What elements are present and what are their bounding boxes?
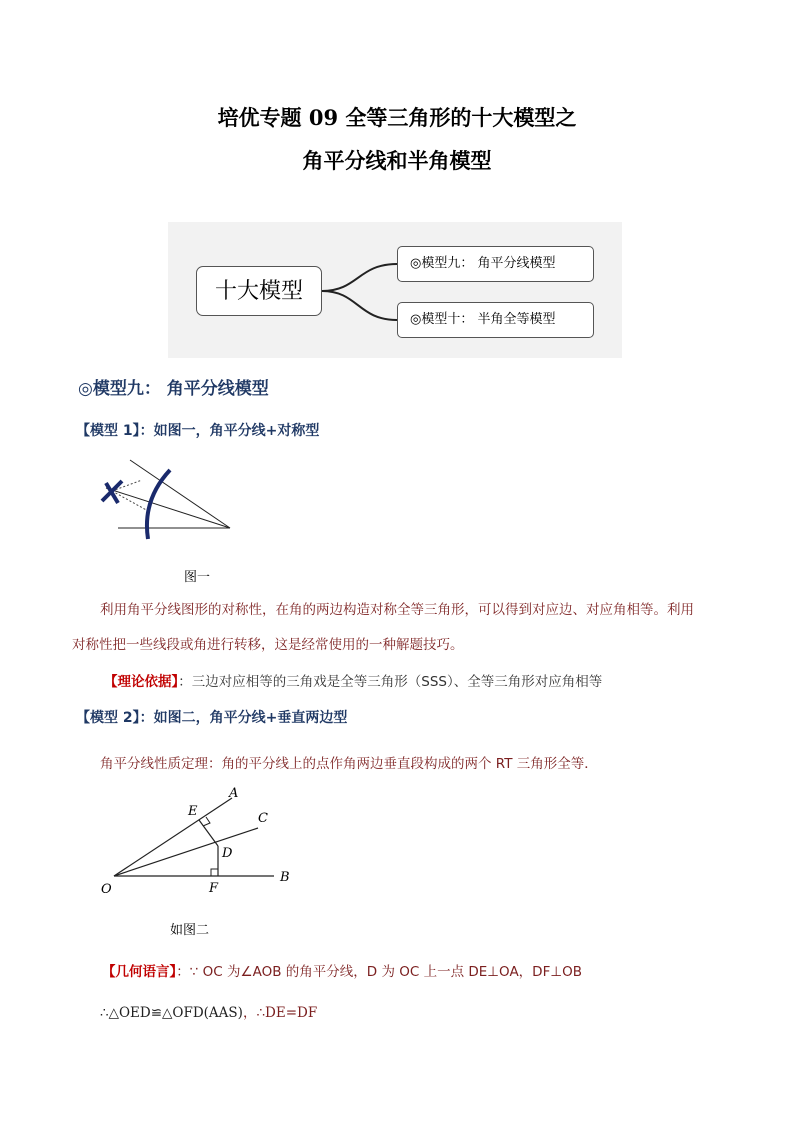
model-1-paragraph-line-2: 对称性把一些线段或角进行转移，这是经常使用的一种解题技巧。 — [72, 637, 464, 653]
point-label-b: B — [280, 870, 290, 885]
title-line-1: 培优专题 09 全等三角形的十大模型之 — [217, 105, 577, 130]
point-label-a: A — [229, 786, 239, 801]
theory-basis-label: 【理论依据】 — [104, 674, 179, 690]
mind-map — [168, 222, 622, 358]
conclusion-congruence: ∴△OED≌△OFD(AAS) — [100, 1005, 243, 1021]
geometry-language-label: 【几何语言】 — [102, 964, 177, 980]
section-heading: ◎模型九： 角平分线模型 — [78, 379, 269, 399]
conclusion-result: ，∴DE=DF — [242, 1005, 318, 1021]
mind-map-child-model-10: ◎模型十： 半角全等模型 — [397, 302, 594, 338]
conclusion — [100, 1001, 317, 1021]
model-1-heading: 【模型 1】：如图一，角平分线+对称型 — [76, 423, 320, 439]
mind-map-root: 十大模型 — [196, 266, 322, 316]
model-1-theory-basis — [104, 670, 602, 690]
geometry-language-text: ：∵ OC 为∠AOB 的角平分线，D 为 OC 上一点 DE⊥OA，DF⊥OB — [176, 964, 582, 980]
point-label-c: C — [258, 811, 268, 826]
model-2-heading: 【模型 2】：如图二，角平分线+垂直两边型 — [76, 710, 348, 726]
point-label-d: D — [222, 846, 233, 861]
title-line-2: 角平分线和半角模型 — [302, 148, 492, 173]
model-2-theorem: 角平分线性质定理：角的平分线上的点作角两边垂直段构成的两个 RT 三角形全等． — [100, 756, 598, 772]
figure-1-caption: 图一 — [184, 570, 211, 585]
mind-map-child-model-9: ◎模型九： 角平分线模型 — [397, 246, 594, 282]
figure-2-caption: 如图二 — [170, 923, 210, 938]
point-label-e: E — [188, 804, 198, 819]
theory-basis-text: ：三边对应相等的三角戏是全等三角形（SSS）、全等三角形对应角相等 — [178, 674, 603, 690]
geometry-language — [102, 960, 582, 980]
figure-1-diagram — [90, 455, 250, 555]
model-1-paragraph-line-1: 利用角平分线图形的对称性，在角的两边构造对称全等三角形，可以得到对应边、对应角相等。利用 — [100, 602, 694, 618]
point-label-f: F — [209, 881, 219, 896]
figure-2-diagram — [98, 784, 298, 899]
point-label-o: O — [101, 882, 112, 897]
